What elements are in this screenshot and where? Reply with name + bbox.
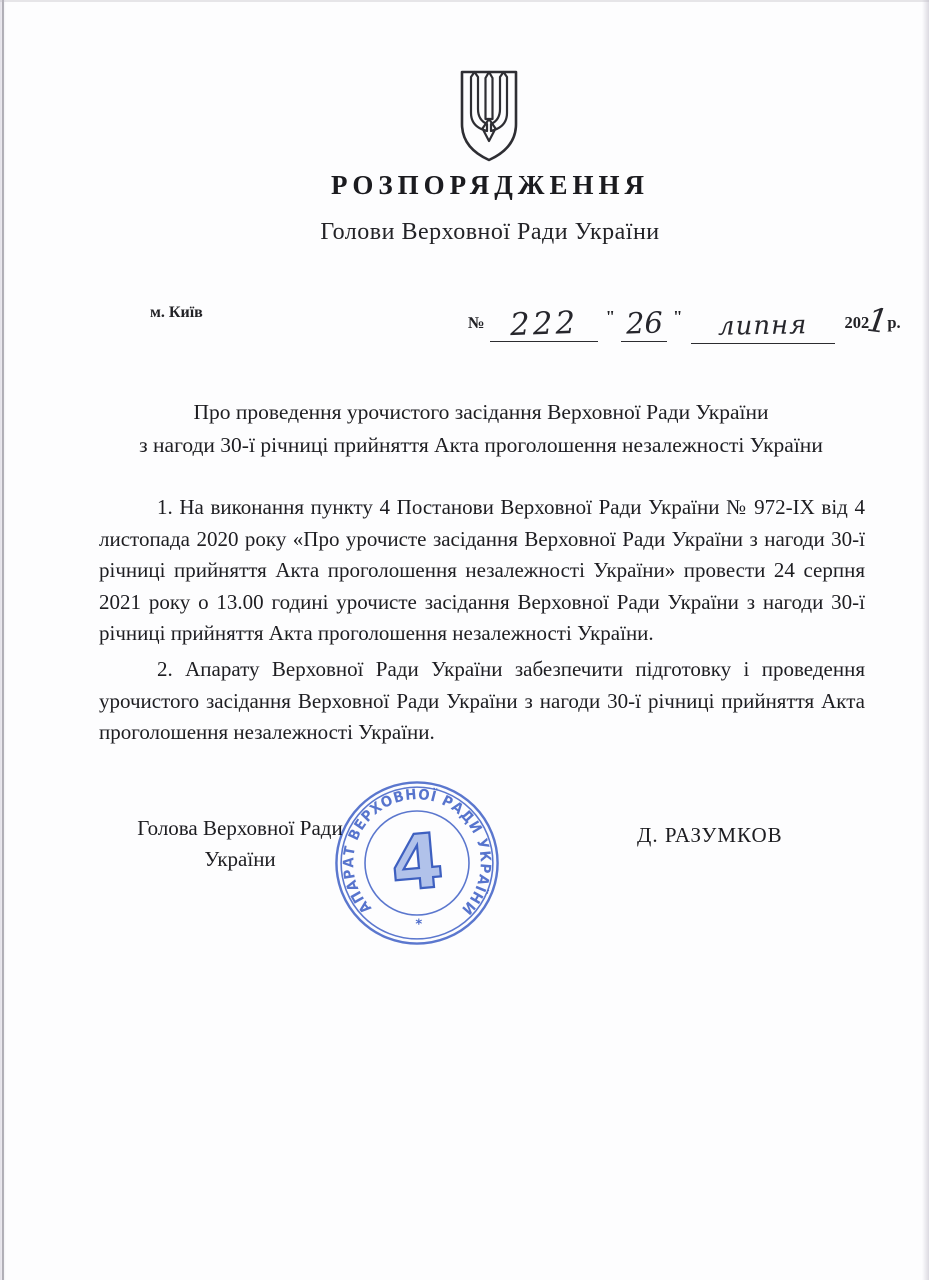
year-suffix: р. (887, 313, 901, 332)
signature-role-line-2: України (204, 847, 276, 871)
month-blank-line (691, 310, 835, 344)
paragraph-1: 1. На виконання пункту 4 Постанови Верховної Ради України № 972-IX від 4 листопада 2020 року «Про урочисте засідання Верховної Ради України з нагоди 30-ї річниці прийняття Акта проголошення незалежності України» провести 24 серпня 2021 року о 13.00 годині урочисте засідання Верховної Ради України з нагоди 30-ї річниці прийняття Акта проголошення незалежності України. (99, 495, 865, 645)
scan-edge-left-line (2, 0, 4, 1280)
stamp-star: * (415, 917, 423, 933)
number-sign: № (468, 313, 485, 332)
subject-line-1: Про проведення урочистого засідання Верховної Ради України (193, 400, 769, 424)
tryzub-coat-of-arms-icon (457, 67, 521, 164)
document-type-title: РОЗПОРЯДЖЕННЯ (330, 170, 650, 200)
handwritten-number: 222 (508, 304, 579, 344)
close-quote: " (673, 307, 683, 326)
number-blank-line (490, 304, 598, 344)
handwritten-year-digit: 1 (864, 299, 891, 342)
number-date-row (0, 293, 929, 344)
year-area (844, 299, 901, 342)
city-label: м. Київ (150, 304, 203, 321)
handwritten-month: липня (717, 310, 808, 342)
scan-edge-right (922, 0, 929, 1280)
year-printed: 202 (844, 313, 870, 332)
round-official-stamp (328, 774, 506, 952)
subject-title (66, 396, 896, 462)
paragraph-2: 2. Апарату Верховної Ради України забезпечити підготовку і проведення урочистого засідання Верховної Ради України з нагоди 30-ї річниці прийняття Акта проголошення незалежності України. (99, 657, 865, 744)
scan-edge-top (0, 0, 929, 2)
number-date-fields (468, 293, 901, 344)
signature-role-line-1: Голова Верховної Ради (137, 816, 343, 840)
day-blank-line (621, 305, 667, 342)
stamp-ring-text: АПАРАТ ВЕРХОВНОЇ РАДИ УКРАЇНИ (341, 786, 494, 919)
signature-name: Д. РАЗУМКОВ (637, 823, 783, 847)
signature-role (128, 813, 352, 875)
subject-line-2: з нагоди 30-ї річниці прийняття Акта проголошення незалежності України (139, 433, 823, 457)
open-quote: " (605, 307, 616, 326)
issuer-line: Голови Верховної Ради України (320, 219, 660, 245)
handwritten-day: 26 (625, 305, 664, 341)
stamp-center-number: 4 (387, 816, 447, 909)
